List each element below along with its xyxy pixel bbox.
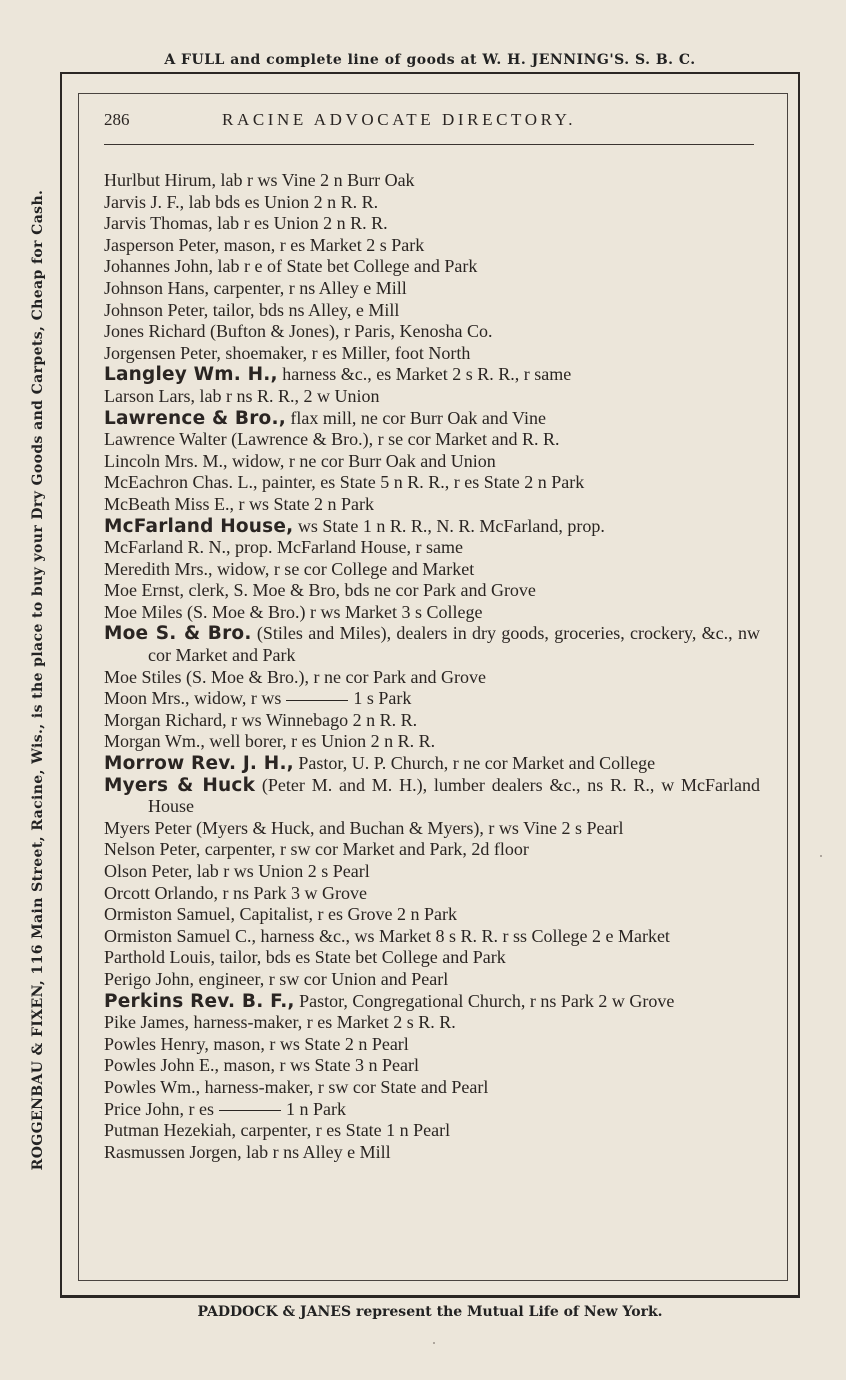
entry-details: harness-maker, r sw cor State and Pearl <box>200 1076 489 1097</box>
entry-name: McFarland R. N., <box>104 537 231 558</box>
entry-details: r ws Winnebago 2 n R. R. <box>226 709 418 730</box>
directory-entry <box>104 667 760 689</box>
entry-details: flax mill, ne cor Burr Oak and Vine <box>285 407 546 428</box>
entry-details: lab r es Union 2 n R. R. <box>212 213 388 234</box>
entry-details: mason, r ws State 3 n Pearl <box>219 1055 419 1076</box>
directory-entry <box>104 537 760 559</box>
entry-details: Pastor, Congregational Church, r ns Park 2 w Grove <box>294 990 675 1011</box>
bottom-advertisement: PADDOCK & JANES represent the Mutual Life of New York. <box>197 1304 663 1320</box>
directory-entry <box>104 1099 760 1121</box>
entry-details: (Bufton & Jones), r Paris, Kenosha Co. <box>205 321 493 342</box>
entry-name: Moe Ernst, <box>104 580 184 601</box>
entry-details: widow, r ne cor Burr Oak and Union <box>227 450 496 471</box>
directory-entry <box>104 839 760 861</box>
entry-details: harness-maker, r es Market 2 s R. R. <box>189 1012 456 1033</box>
directory-entry <box>104 904 760 926</box>
entry-details: (S. Moe & Bro.), r ne cor Park and Grove <box>181 666 486 687</box>
entry-details: lab r e of State bet College and Park <box>213 256 478 277</box>
entry-details: (Myers & Huck, and Buchan & Myers), r ws Vine 2 s Pearl <box>191 817 624 838</box>
directory-entry <box>104 170 760 192</box>
entry-name: Myers & Huck <box>104 774 256 796</box>
directory-entry <box>104 991 760 1013</box>
entry-name: McEachron Chas. L., <box>104 472 258 493</box>
directory-entry <box>104 213 760 235</box>
entry-details: lab bds es Union 2 n R. R. <box>184 191 379 212</box>
paper-speck <box>820 855 822 857</box>
directory-entry <box>104 278 760 300</box>
entry-name: Perigo John, <box>104 968 194 989</box>
side-advertisement: ROGGENBAU & FIXEN, 116 Main Street, Racine, Wis., is the place to buy your Dry Goods and Carpets, Cheap for Cash. <box>30 189 46 1171</box>
entry-details: tailor, bds ns Alley, e Mill <box>208 299 400 320</box>
directory-entry <box>104 602 760 624</box>
directory-entry <box>104 472 760 494</box>
entry-name: Moe S. & Bro. <box>104 623 252 645</box>
header-rule <box>104 144 754 145</box>
entry-name: Ormiston Samuel C., <box>104 925 256 946</box>
entry-name: Parthold Louis, <box>104 947 215 968</box>
entry-name: Putman Hezekiah, <box>104 1120 236 1141</box>
entry-details-continued: 1 s Park <box>353 688 412 709</box>
entry-name: Jarvis Thomas, <box>104 213 213 234</box>
directory-entry <box>104 235 760 257</box>
entry-details: engineer, r sw cor Union and Pearl <box>194 968 449 989</box>
entry-details: mason, r es Market 2 s Park <box>219 234 425 255</box>
entry-details: lab r ns R. R., 2 w Union <box>194 385 380 406</box>
page-title: RACINE ADVOCATE DIRECTORY. <box>222 110 577 129</box>
directory-entry <box>104 429 760 451</box>
directory-entry <box>104 1055 760 1077</box>
directory-entry <box>104 343 760 365</box>
entry-name: Myers Peter <box>104 817 192 838</box>
entry-details: clerk, S. Moe & Bro, bds ne cor Park and Grove <box>184 580 536 601</box>
blank-street-dash <box>286 700 348 701</box>
directory-entry <box>104 969 760 991</box>
directory-entry <box>104 883 760 905</box>
entry-details: (S. Moe & Bro.) r ws Market 3 s College <box>182 601 483 622</box>
entry-details: prop. McFarland House, r same <box>230 537 463 558</box>
directory-entry <box>104 321 760 343</box>
entry-name: Pike James, <box>104 1012 189 1033</box>
directory-entry <box>104 926 760 948</box>
directory-entry <box>104 192 760 214</box>
entry-name: Rasmussen Jorgen, <box>104 1141 242 1162</box>
entry-details: lab r ns Alley e Mill <box>241 1141 391 1162</box>
entry-name: McBeath Miss E., <box>104 493 234 514</box>
entry-name: Jorgensen Peter, <box>104 342 221 363</box>
entry-name: Orcott Orlando, <box>104 882 218 903</box>
entry-details: shoemaker, r es Miller, foot North <box>220 342 471 363</box>
directory-entry <box>104 861 760 883</box>
entry-name: Morgan Wm., <box>104 731 205 752</box>
entry-details: mason, r ws State 2 n Pearl <box>208 1033 409 1054</box>
directory-entry <box>104 1077 760 1099</box>
entry-name: Powles Henry, <box>104 1033 209 1054</box>
entry-name: Nelson Peter, <box>104 839 201 860</box>
entry-details: widow, r se cor College and Market <box>212 558 475 579</box>
entry-details: harness &c., es Market 2 s R. R., r same <box>277 364 572 385</box>
directory-entry <box>104 408 760 430</box>
directory-entry <box>104 364 760 386</box>
entry-name: Lawrence & Bro., <box>104 407 286 429</box>
entry-details: r ns Park 3 w Grove <box>217 882 367 903</box>
entry-name: Price John, <box>104 1098 184 1119</box>
entry-name: Jasperson Peter, <box>104 234 220 255</box>
directory-entry <box>104 559 760 581</box>
entry-details: Pastor, U. P. Church, r ne cor Market and College <box>293 753 656 774</box>
entry-name: Meredith Mrs., <box>104 558 213 579</box>
directory-entry <box>104 1034 760 1056</box>
blank-street-dash <box>219 1110 281 1111</box>
entry-name: Lincoln Mrs. M., <box>104 450 228 471</box>
entry-details: carpenter, r ns Alley e Mill <box>209 277 407 298</box>
entry-details: Capitalist, r es Grove 2 n Park <box>235 904 457 925</box>
directory-entry <box>104 494 760 516</box>
directory-entry <box>104 1012 760 1034</box>
entry-details: carpenter, r es State 1 n Pearl <box>235 1120 451 1141</box>
entry-name: Johnson Peter, <box>104 299 209 320</box>
directory-entry <box>104 256 760 278</box>
directory-entry <box>104 1142 760 1164</box>
entry-name: Ormiston Samuel, <box>104 904 235 925</box>
entry-name: Morgan Richard, <box>104 709 227 730</box>
entry-name: Moon Mrs., <box>104 688 190 709</box>
entry-name: Powles John E., <box>104 1055 220 1076</box>
entry-name: Olson Peter, <box>104 861 193 881</box>
entry-details: ws State 1 n R. R., N. R. McFarland, prop. <box>293 515 605 536</box>
directory-entry <box>104 386 760 408</box>
entry-details: r ws State 2 n Park <box>234 493 374 514</box>
entry-details: carpenter, r sw cor Market and Park, 2d floor <box>200 839 529 860</box>
directory-entries <box>104 170 760 1163</box>
directory-entry <box>104 516 760 538</box>
directory-entry <box>104 1120 760 1142</box>
directory-entry <box>104 775 760 818</box>
entry-name: Johannes John, <box>104 256 213 277</box>
entry-name: Morrow Rev. J. H., <box>104 753 294 775</box>
directory-entry <box>104 710 760 732</box>
paper-speck <box>433 1342 435 1344</box>
directory-entry <box>104 947 760 969</box>
top-advertisement: A FULL and complete line of goods at W. H. JENNING'S. S. B. C. <box>164 52 696 68</box>
entry-details: (Stiles and Miles), dealers in dry goods, groceries, crockery, &c., nw cor Market and Park <box>148 623 760 666</box>
entry-name: Moe Stiles <box>104 666 182 687</box>
entry-name: Langley Wm. H., <box>104 364 278 386</box>
page-number: 286 <box>104 110 130 129</box>
entry-details-continued: 1 n Park <box>286 1098 346 1119</box>
directory-entry <box>104 580 760 602</box>
entry-name: Larson Lars, <box>104 385 195 406</box>
entry-name: Perkins Rev. B. F., <box>104 990 295 1012</box>
directory-entry <box>104 688 760 710</box>
directory-entry <box>104 818 760 840</box>
entry-name: Moe Miles <box>104 601 183 622</box>
entry-details: lab r ws Union 2 s Pearl <box>192 861 370 881</box>
entry-details: widow, r ws <box>189 688 282 709</box>
entry-details: (Lawrence & Bro.), r se cor Market and R. R. <box>226 429 560 450</box>
entry-name: Powles Wm., <box>104 1076 201 1097</box>
directory-entry <box>104 300 760 322</box>
entry-details: (Peter M. and M. H.), lumber dealers &c., ns R. R., w McFarland House <box>148 774 760 817</box>
entry-details: painter, es State 5 n R. R., r es State 2 n Park <box>257 472 585 493</box>
entry-name: McFarland House, <box>104 515 294 537</box>
directory-entry <box>104 731 760 753</box>
directory-entry <box>104 753 760 775</box>
entry-name: Johnson Hans, <box>104 277 210 298</box>
entry-details: harness &c., ws Market 8 s R. R. r ss College 2 e Market <box>256 925 670 946</box>
entry-name: Jarvis J. F., <box>104 191 185 212</box>
entry-details: well borer, r es Union 2 n R. R. <box>204 731 436 752</box>
directory-entry <box>104 623 760 666</box>
entry-details: tailor, bds es State bet College and Park <box>215 947 506 968</box>
entry-name: Hurlbut Hirum, <box>104 170 216 190</box>
entry-details: r es <box>184 1098 214 1119</box>
entry-details: lab r ws Vine 2 n Burr Oak <box>216 170 415 190</box>
entry-name: Lawrence Walter <box>104 429 227 450</box>
entry-name: Jones Richard <box>104 321 206 342</box>
directory-entry <box>104 451 760 473</box>
